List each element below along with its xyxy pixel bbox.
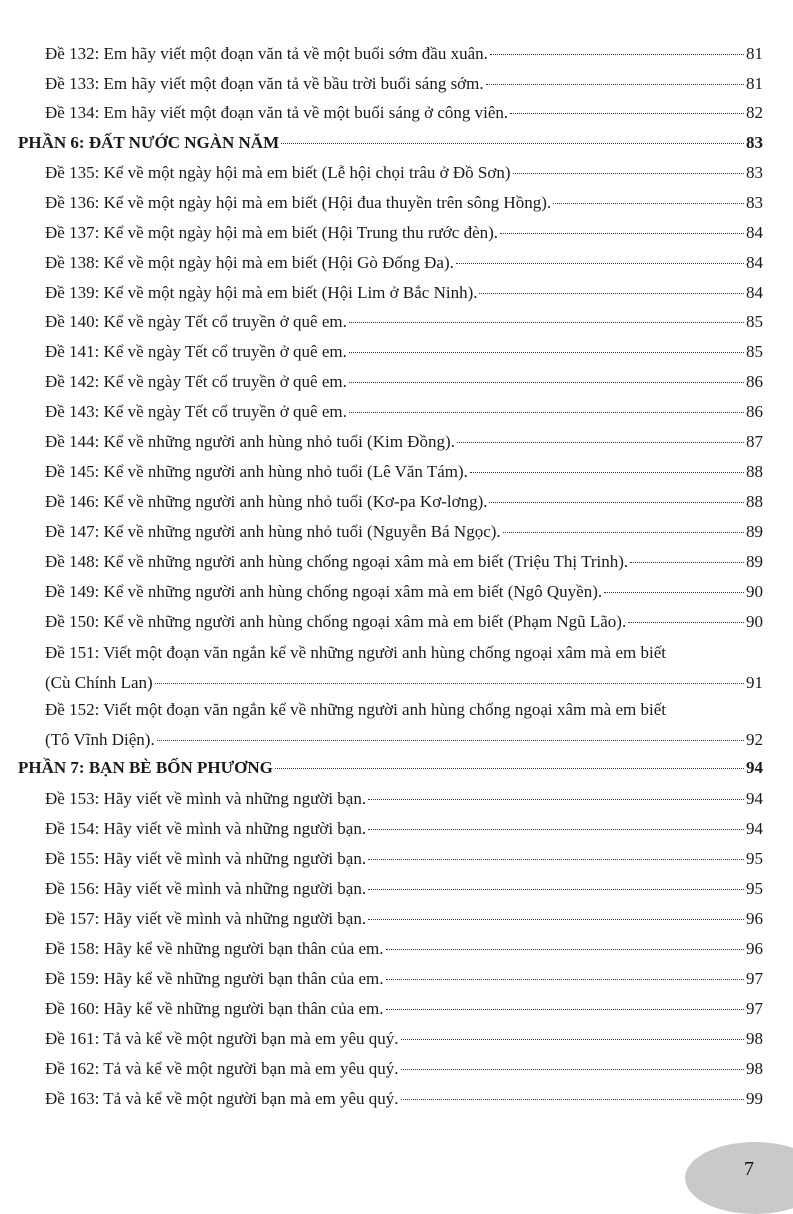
dot-leader bbox=[281, 143, 744, 144]
toc-entry-text: Đề 161: Tả và kể về một người bạn mà em yêu quý. bbox=[45, 1029, 399, 1048]
toc-entry-page: 94 bbox=[746, 789, 763, 808]
page-number: 7 bbox=[744, 1158, 754, 1180]
toc-entry-text: Đề 135: Kể về một ngày hội mà em biết (Lễ hội chọi trâu ở Đồ Sơn) bbox=[45, 163, 511, 182]
toc-entry-page: 85 bbox=[746, 312, 763, 331]
toc-entry-page: 94 bbox=[746, 758, 763, 777]
toc-entry-page: 98 bbox=[746, 1059, 763, 1078]
dot-leader bbox=[628, 622, 744, 623]
toc-entry-text-continued: (Tô Vĩnh Diện). bbox=[45, 730, 155, 749]
toc-entry bbox=[45, 283, 763, 303]
toc-entry bbox=[45, 789, 763, 809]
toc-entry-page: 89 bbox=[746, 522, 763, 541]
toc-entry bbox=[45, 44, 763, 64]
toc-entry-text: Đề 153: Hãy viết về mình và những người bạn. bbox=[45, 789, 367, 808]
toc-entry-page: 82 bbox=[746, 103, 763, 122]
toc-entry bbox=[45, 969, 763, 989]
toc-entry bbox=[45, 402, 763, 422]
toc-entry-line2 bbox=[45, 730, 763, 750]
dot-leader bbox=[456, 263, 744, 264]
toc-entry bbox=[45, 1059, 763, 1079]
toc-entry bbox=[45, 819, 763, 839]
dot-leader bbox=[486, 84, 744, 85]
toc-entry-page: 84 bbox=[746, 223, 763, 242]
toc-entry-text: Đề 139: Kể về một ngày hội mà em biết (Hội Lim ở Bắc Ninh). bbox=[45, 283, 478, 302]
dot-leader bbox=[553, 203, 744, 204]
toc-entry-text: Đề 156: Hãy viết về mình và những người bạn. bbox=[45, 879, 367, 898]
toc-entry bbox=[45, 522, 763, 542]
toc-entry bbox=[45, 999, 763, 1019]
toc-entry-text: Đề 147: Kể về những người anh hùng nhỏ tuổi (Nguyễn Bá Ngọc). bbox=[45, 522, 501, 541]
dot-leader bbox=[500, 233, 744, 234]
dot-leader bbox=[604, 592, 744, 593]
toc-entry-text: Đề 145: Kể về những người anh hùng nhỏ tuổi (Lê Văn Tám). bbox=[45, 462, 468, 481]
toc-entry bbox=[45, 849, 763, 869]
toc-entry-text: Đề 141: Kể về ngày Tết cổ truyền ở quê em. bbox=[45, 342, 347, 361]
toc-entry bbox=[45, 1029, 763, 1049]
toc-entry-text: Đề 140: Kể về ngày Tết cổ truyền ở quê em. bbox=[45, 312, 347, 331]
dot-leader bbox=[349, 382, 744, 383]
toc-entry bbox=[45, 1089, 763, 1109]
toc-entry-text: Đề 146: Kể về những người anh hùng nhỏ tuổi (Kơ-pa Kơ-lơng). bbox=[45, 492, 488, 511]
toc-entry-text: Đề 159: Hãy kể về những người bạn thân của em. bbox=[45, 969, 384, 988]
toc-entry-page: 86 bbox=[746, 372, 763, 391]
toc-entry bbox=[45, 193, 763, 213]
toc-entry bbox=[45, 612, 763, 632]
dot-leader bbox=[401, 1039, 744, 1040]
page-number-badge bbox=[685, 1142, 793, 1214]
toc-entry bbox=[45, 223, 763, 243]
toc-entry-page: 90 bbox=[746, 612, 763, 631]
dot-leader bbox=[489, 502, 744, 503]
dot-leader bbox=[470, 472, 744, 473]
toc-entry bbox=[45, 74, 763, 94]
toc-entry-text: Đề 134: Em hãy viết một đoạn văn tả về một buổi sáng ở công viên. bbox=[45, 103, 509, 122]
toc-entry-page: 85 bbox=[746, 342, 763, 361]
toc-entry-page: 83 bbox=[746, 193, 763, 212]
dot-leader bbox=[386, 1009, 744, 1010]
dot-leader bbox=[479, 293, 744, 294]
toc-entry-page: 89 bbox=[746, 552, 763, 571]
toc-entry-page: 88 bbox=[746, 492, 763, 511]
dot-leader bbox=[386, 949, 744, 950]
dot-leader bbox=[386, 979, 744, 980]
toc-entry-page: 84 bbox=[746, 253, 763, 272]
toc-entry-text: Đề 157: Hãy viết về mình và những người bạn. bbox=[45, 909, 367, 928]
dot-leader bbox=[368, 889, 744, 890]
toc-entry-page: 91 bbox=[746, 673, 763, 692]
toc-entry-page: 95 bbox=[746, 879, 763, 898]
toc-entry-page: 83 bbox=[746, 133, 763, 152]
toc-entry-page: 81 bbox=[746, 44, 763, 63]
toc-entry-page: 96 bbox=[746, 939, 763, 958]
toc-entry bbox=[45, 909, 763, 929]
toc-entry-text: Đề 132: Em hãy viết một đoạn văn tả về một buổi sớm đầu xuân. bbox=[45, 44, 488, 63]
toc-entry-page: 84 bbox=[746, 283, 763, 302]
toc-entry bbox=[45, 939, 763, 959]
toc-entry bbox=[45, 462, 763, 482]
toc-entry-page: 87 bbox=[746, 432, 763, 451]
toc-entry-text: Đề 162: Tả và kể về một người bạn mà em yêu quý. bbox=[45, 1059, 399, 1078]
dot-leader bbox=[368, 829, 744, 830]
toc-entry-page: 81 bbox=[746, 74, 763, 93]
toc-entry-text: Đề 160: Hãy kể về những người bạn thân của em. bbox=[45, 999, 384, 1018]
toc-entry-text: Đề 142: Kể về ngày Tết cổ truyền ở quê em. bbox=[45, 372, 347, 391]
dot-leader bbox=[275, 768, 744, 769]
toc-entry bbox=[45, 103, 763, 123]
dot-leader bbox=[401, 1099, 744, 1100]
toc-entry-page: 97 bbox=[746, 969, 763, 988]
toc-entry-text: Đề 149: Kể về những người anh hùng chống ngoại xâm mà em biết (Ngô Quyền). bbox=[45, 582, 603, 601]
dot-leader bbox=[368, 859, 744, 860]
dot-leader bbox=[401, 1069, 744, 1070]
toc-entry-page: 99 bbox=[746, 1089, 763, 1108]
dot-leader bbox=[630, 562, 744, 563]
dot-leader bbox=[368, 919, 744, 920]
toc-entry-text: Đề 137: Kể về một ngày hội mà em biết (Hội Trung thu rước đèn). bbox=[45, 223, 499, 242]
toc-entry-text: Đề 138: Kể về một ngày hội mà em biết (Hội Gò Đống Đa). bbox=[45, 253, 454, 272]
toc-entry-line2 bbox=[45, 673, 763, 693]
toc-entry-page: 97 bbox=[746, 999, 763, 1018]
toc-entry bbox=[45, 582, 763, 602]
toc-entry-text: Đề 158: Hãy kể về những người bạn thân của em. bbox=[45, 939, 384, 958]
dot-leader bbox=[510, 113, 744, 114]
toc-section-heading bbox=[18, 133, 763, 153]
dot-leader bbox=[490, 54, 744, 55]
toc-section-title: PHẦN 6: ĐẤT NƯỚC NGÀN NĂM bbox=[18, 133, 280, 152]
toc-entry-text: Đề 133: Em hãy viết một đoạn văn tả về bầu trời buổi sáng sớm. bbox=[45, 74, 484, 93]
dot-leader bbox=[349, 322, 744, 323]
toc-section-heading bbox=[18, 758, 763, 778]
toc-entry-page: 94 bbox=[746, 819, 763, 838]
dot-leader bbox=[368, 799, 744, 800]
toc-entry-text: Đề 144: Kể về những người anh hùng nhỏ tuổi (Kim Đồng). bbox=[45, 432, 455, 451]
toc-entry-page: 90 bbox=[746, 582, 763, 601]
toc-entry-page: 92 bbox=[746, 730, 763, 749]
toc-entry-page: 83 bbox=[746, 163, 763, 182]
toc-entry-page: 96 bbox=[746, 909, 763, 928]
toc-entry-page: 88 bbox=[746, 462, 763, 481]
toc-entry-line1: Đề 151: Viết một đoạn văn ngắn kể về những người anh hùng chống ngoại xâm mà em biết bbox=[45, 643, 666, 662]
toc-entry bbox=[45, 253, 763, 273]
toc-entry-page: 95 bbox=[746, 849, 763, 868]
dot-leader bbox=[457, 442, 744, 443]
toc-entry bbox=[45, 163, 763, 183]
toc-entry-text: Đề 150: Kể về những người anh hùng chống ngoại xâm mà em biết (Phạm Ngũ Lão). bbox=[45, 612, 627, 631]
toc-entry-page: 86 bbox=[746, 402, 763, 421]
toc-entry-text-continued: (Cù Chính Lan) bbox=[45, 673, 153, 692]
toc-entry bbox=[45, 432, 763, 452]
dot-leader bbox=[349, 412, 744, 413]
toc-entry bbox=[45, 312, 763, 332]
toc-entry bbox=[45, 492, 763, 512]
dot-leader bbox=[157, 740, 744, 741]
toc-entry-text: Đề 155: Hãy viết về mình và những người bạn. bbox=[45, 849, 367, 868]
toc-entry-page: 98 bbox=[746, 1029, 763, 1048]
toc-entry-line1: Đề 152: Viết một đoạn văn ngắn kể về những người anh hùng chống ngoại xâm mà em biết bbox=[45, 700, 666, 719]
dot-leader bbox=[155, 683, 744, 684]
toc-section-title: PHẦN 7: BẠN BÈ BỐN PHƯƠNG bbox=[18, 758, 273, 777]
toc-entry-text: Đề 163: Tả và kể về một người bạn mà em yêu quý. bbox=[45, 1089, 399, 1108]
toc-entry bbox=[45, 879, 763, 899]
toc-entry bbox=[45, 552, 763, 572]
dot-leader bbox=[349, 352, 744, 353]
toc-entry-text: Đề 136: Kể về một ngày hội mà em biết (Hội đua thuyền trên sông Hồng). bbox=[45, 193, 552, 212]
dot-leader bbox=[513, 173, 744, 174]
toc-entry-text: Đề 148: Kể về những người anh hùng chống ngoại xâm mà em biết (Triệu Thị Trinh). bbox=[45, 552, 629, 571]
toc-entry bbox=[45, 372, 763, 392]
toc-entry-text: Đề 154: Hãy viết về mình và những người bạn. bbox=[45, 819, 367, 838]
toc-entry bbox=[45, 342, 763, 362]
dot-leader bbox=[503, 532, 744, 533]
toc-entry-text: Đề 143: Kể về ngày Tết cổ truyền ở quê em. bbox=[45, 402, 347, 421]
